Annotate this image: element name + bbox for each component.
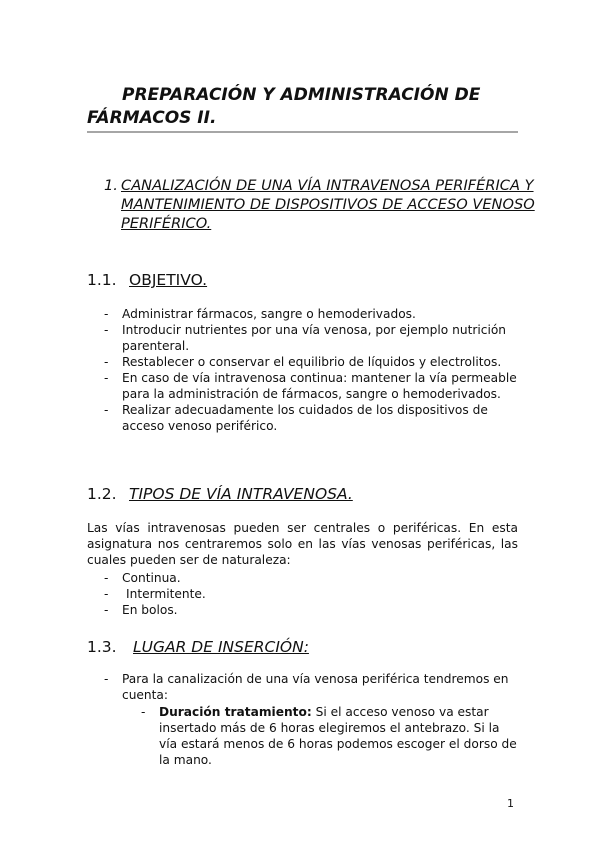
insertion-sublist	[141, 704, 521, 768]
duration-text: Si el acceso venoso va estar insertado más de 6 horas elegiremos el antebrazo. Si la vía estará menos de 6 horas podemos escoger el dorso de la mano.	[159, 705, 517, 767]
objective-list	[104, 306, 524, 434]
page-number: 1	[507, 797, 514, 810]
section-1-number: 1.	[104, 177, 118, 194]
section-1-3-title: LUGAR DE INSERCIÓN:	[133, 638, 309, 656]
section-1-heading	[104, 176, 544, 233]
section-1-1-heading	[87, 270, 207, 290]
section-1-title: CANALIZACIÓN DE UNA VÍA INTRAVENOSA PERIFÉRICA Y MANTENIMIENTO DE DISPOSITIVOS DE ACCESO VENOSO PERIFÉRICO.	[121, 177, 535, 232]
list-item: - Restablecer o conservar el equilibrio de líquidos y electrolitos.	[104, 355, 502, 369]
insertion-list	[104, 671, 524, 703]
duration-label: Duración tratamiento:	[159, 705, 312, 719]
iv-types-list	[104, 570, 524, 618]
list-item: - Intermitente.	[104, 587, 206, 601]
section-1-1-title: OBJETIVO.	[129, 271, 208, 289]
list-item: - Administrar fármacos, sangre o hemoderivados.	[104, 307, 416, 321]
section-1-2-paragraph: Las vías intravenosas pueden ser centrales o periféricas. En esta asignatura nos centraremos solo en las vías venosas periféricas, las cuales pueden ser de naturaleza:	[87, 521, 518, 567]
section-1-3-heading	[87, 637, 309, 657]
list-item: - Realizar adecuadamente los cuidados de los dispositivos de acceso venoso periférico.	[104, 403, 488, 433]
list-item: - Introducir nutrientes por una vía venosa, por ejemplo nutrición parenteral.	[104, 323, 507, 353]
section-1-1-number: 1.1.	[87, 271, 117, 289]
section-1-2-title: TIPOS DE VÍA INTRAVENOSA.	[129, 485, 353, 503]
list-item: - En bolos.	[104, 603, 178, 617]
list-item: - Continua.	[104, 571, 181, 585]
section-1-3-number: 1.3.	[87, 638, 117, 656]
title-underline-rule	[87, 131, 518, 133]
list-item: - Para la canalización de una vía venosa periférica tendremos en cuenta:	[104, 672, 509, 702]
list-item: - Duración tratamiento: Si el acceso venoso va estar insertado más de 6 horas elegiremos el antebrazo. Si la vía estará menos de 6 horas podemos escoger el dorso de la mano.	[141, 705, 517, 767]
section-1-2-number: 1.2.	[87, 485, 117, 503]
section-1-2-heading	[87, 484, 353, 504]
document-title: PREPARACIÓN Y ADMINISTRACIÓN DE FÁRMACOS II.	[87, 85, 481, 128]
list-item: - En caso de vía intravenosa continua: mantener la vía permeable para la administración de fármacos, sangre o hemoderivados.	[104, 371, 517, 401]
